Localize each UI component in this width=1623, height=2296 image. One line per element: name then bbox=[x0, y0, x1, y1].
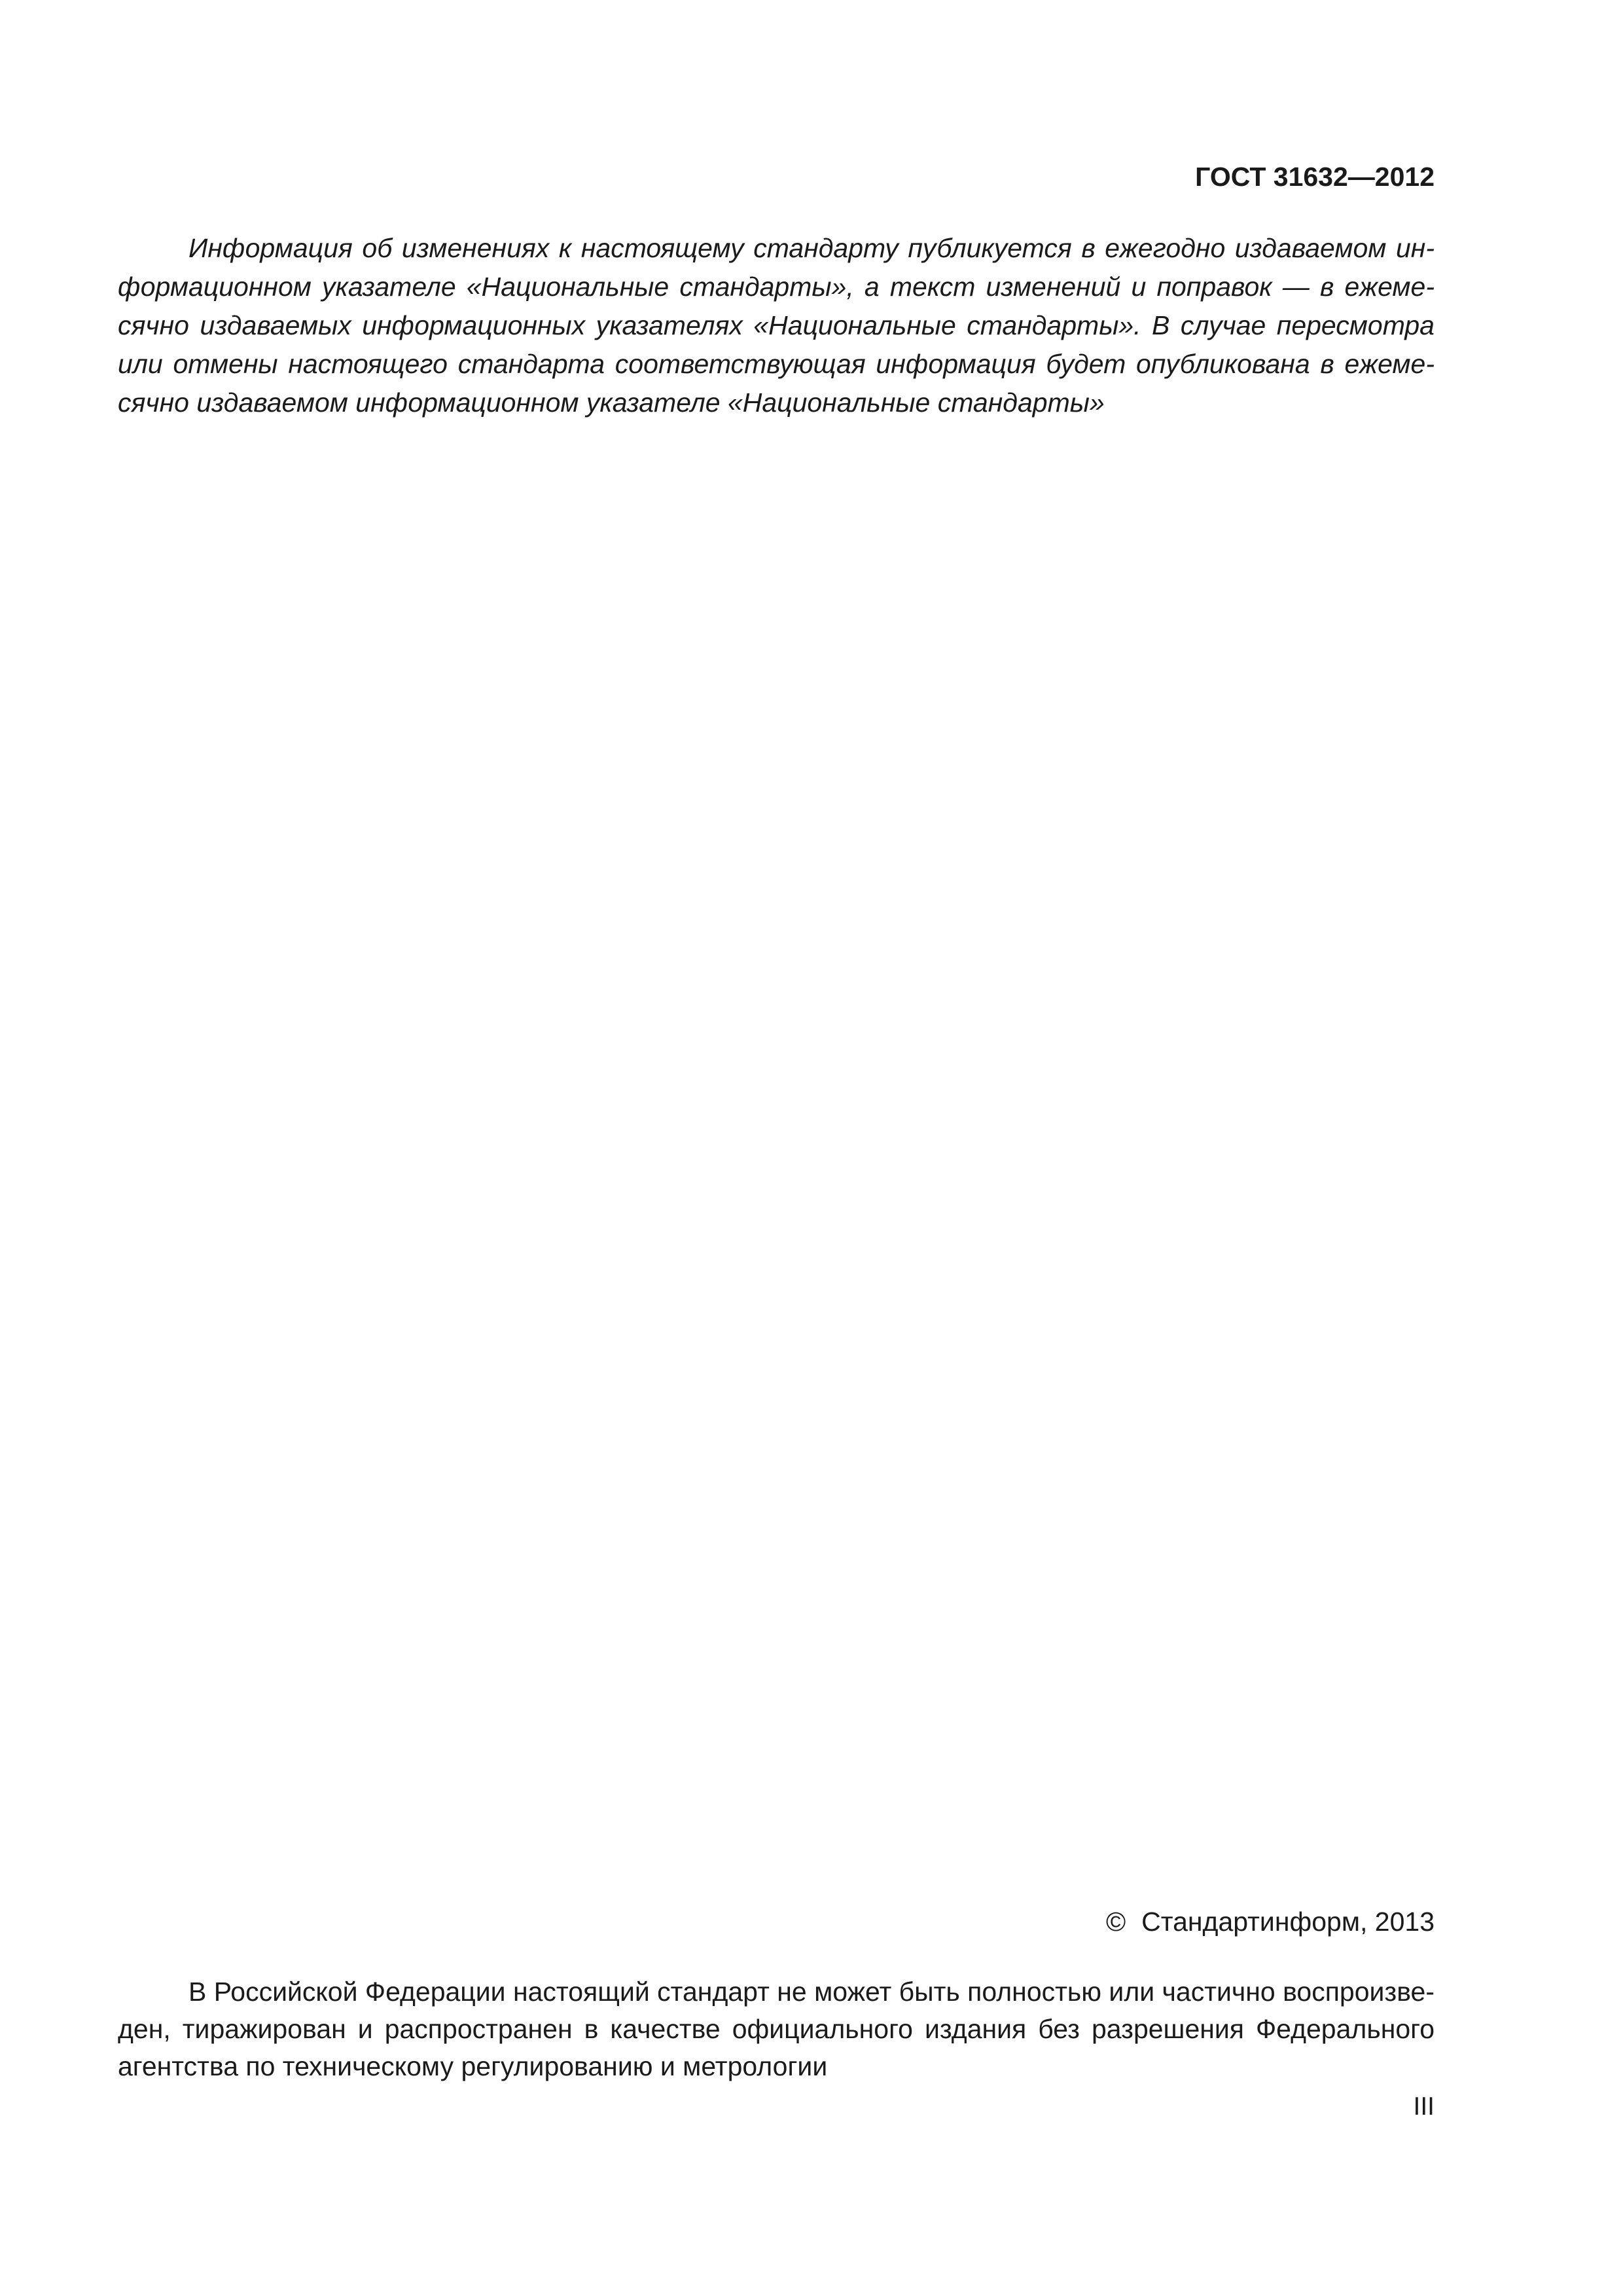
reproduction-rights-paragraph: В Российской Федерации настоящий стандарт не может быть полностью или частично воспроизведен, тиражирован и распространен в качестве официального издания без разрешения Федерального агентства по техническому регулированию и метрологии bbox=[118, 1977, 1435, 2081]
copyright-holder: Стандартинформ, 2013 bbox=[1141, 1907, 1435, 1937]
amendments-info-paragraph: Информация об изменениях к настоящему стандарту публикуется в ежегодно издаваемом информационном указателе «Национальные стандарты», а текст изменений и поправок — в ежемесячно издаваемых информационных указателях «Национальные стандарты». В случае пересмотра или отмены настоящего стандарта соответствующая информация будет опубликована в ежемесячно издаваемом информационном указателе «Национальные стандарты» bbox=[118, 233, 1435, 418]
document-code: ГОСТ 31632—2012 bbox=[1195, 162, 1435, 192]
page-number: III bbox=[1413, 2092, 1435, 2121]
copyright-line bbox=[1106, 1906, 1435, 1938]
copyright-icon: © bbox=[1105, 1907, 1126, 1937]
